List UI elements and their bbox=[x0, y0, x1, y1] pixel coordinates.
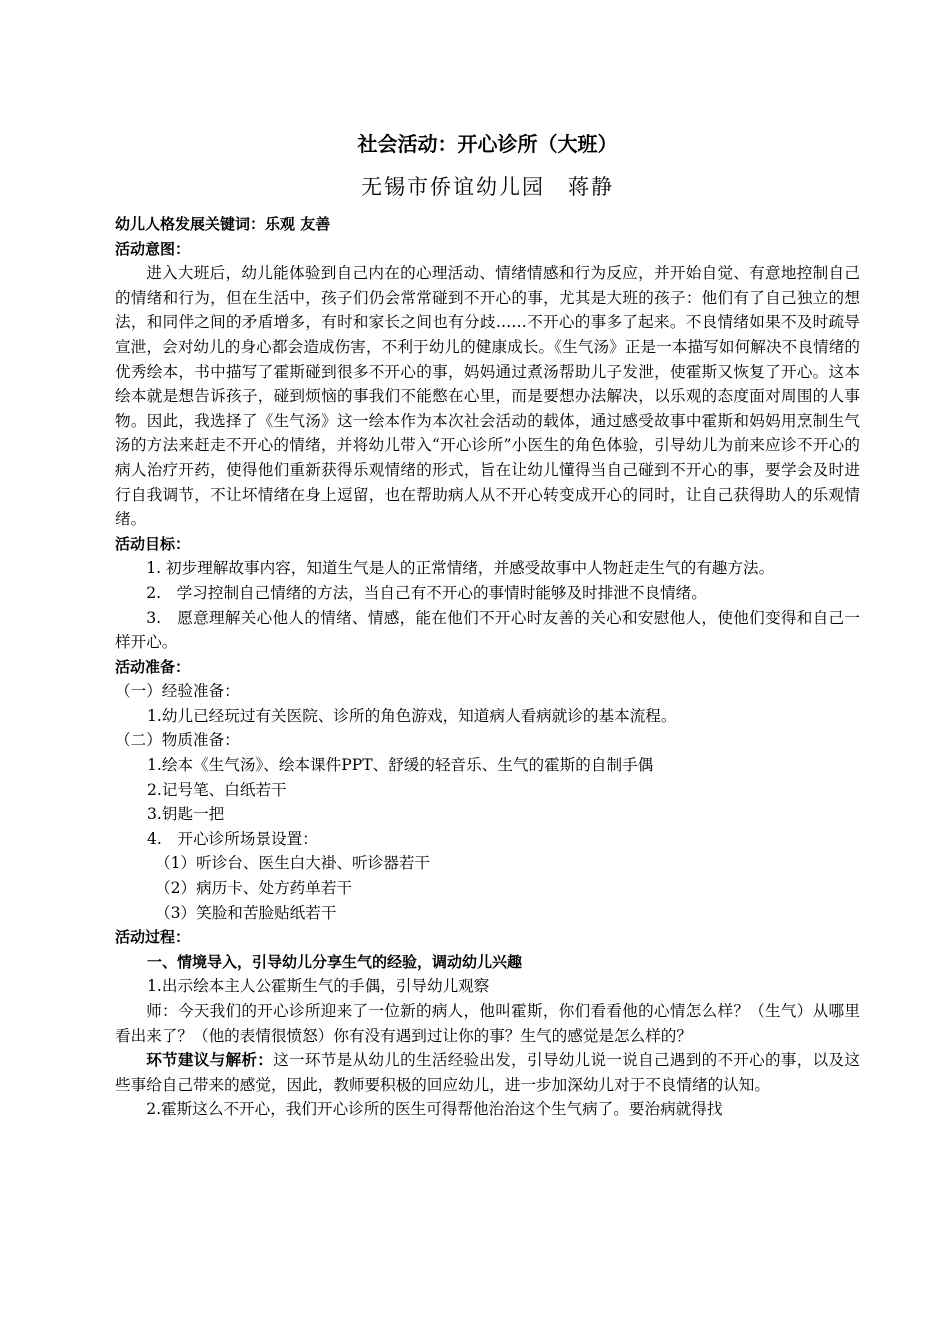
goal-item: 1. 初步理解故事内容，知道生气是人的正常情绪，并感受故事中人物赶走生气的有趣方法。 bbox=[146, 559, 775, 578]
document-title: 社会活动：开心诊所（大班） bbox=[357, 132, 618, 156]
scene-item: （3）笑脸和苦脸贴纸若干 bbox=[155, 903, 337, 922]
keywords-line: 幼儿人格发展关键词：乐观 友善 bbox=[115, 215, 331, 233]
prep-heading: 活动准备： bbox=[115, 657, 191, 676]
process-section-1: 一、情境导入，引导幼儿分享生气的经验，调动幼儿兴趣 bbox=[147, 952, 523, 971]
process-step-1: 1.出示绘本主人公霍斯生气的手偶，引导幼儿观察 bbox=[147, 977, 490, 996]
scene-item: （1）听诊台、医生白大褂、听诊器若干 bbox=[155, 854, 431, 873]
goal-item: 3. 愿意理解关心他人的情绪、情感，能在他们不开心时友善的关心和安慰他人，使他们变得和自己一样开心。 bbox=[115, 608, 860, 652]
prep-material-item: 3.钥匙一把 bbox=[147, 805, 225, 824]
goals-heading: 活动目标： bbox=[115, 534, 191, 553]
advice-paragraph bbox=[115, 1048, 860, 1097]
prep-material-label: （二）物质准备： bbox=[115, 731, 240, 750]
scene-item: （2）病历卡、处方药单若干 bbox=[155, 879, 353, 898]
process-heading: 活动过程： bbox=[115, 928, 191, 947]
document-subtitle: 无锡市侨谊幼儿园 蒋静 bbox=[361, 175, 614, 199]
advice-text: 这一环节是从幼儿的生活经验出发，引导幼儿说一说自己遇到的不开心的事，以及这些事给自己带来的感觉，因此，教师要积极的回应幼儿，进一步加深幼儿对于不良情绪的认知。 bbox=[115, 1051, 860, 1094]
prep-material-item: 1.绘本《生气汤》、绘本课件PPT、舒缓的轻音乐、生气的霍斯的自制手偶 bbox=[147, 756, 654, 775]
advice-label: 环节建议与解析： bbox=[146, 1051, 274, 1070]
teacher-dialogue: 师：今天我们的开心诊所迎来了一位新的病人，他叫霍斯，你们看看他的心情怎么样？（生气）从哪里看出来了？（他的表情很愤怒）你有没有遇到过让你的事？生气的感觉是怎么样的？ bbox=[115, 1002, 860, 1045]
prep-material-item: 4. 开心诊所场景设置： bbox=[147, 829, 318, 848]
prep-experience-item: 1.幼儿已经玩过有关医院、诊所的角色游戏，知道病人看病就诊的基本流程。 bbox=[147, 706, 677, 725]
prep-experience-label: （一）经验准备： bbox=[115, 682, 240, 701]
document-page bbox=[115, 128, 860, 1122]
goal-item: 2. 学习控制自己情绪的方法，当自己有不开心的事情时能够及时排泄不良情绪。 bbox=[146, 583, 707, 602]
prep-material-item: 2.记号笔、白纸若干 bbox=[147, 780, 287, 799]
process-step-2: 2.霍斯这么不开心，我们开心诊所的医生可得帮他治治这个生气病了。要治病就得找 bbox=[146, 1100, 723, 1119]
intent-paragraph: 进入大班后，幼儿能体验到自己内在的心理活动、情绪情感和行为反应，并开始自觉、有意地控制自己的情绪和行为，但在生活中，孩子们仍会常常碰到不开心的事，尤其是大班的孩子：他们有了自己独立的想法，和同伴之间的矛盾增多，有时和家长之间也有分歧……不开心的事多了起来。不良情绪如果不及时疏导宣泄，会对幼儿的身心都会造成伤害，不利于幼儿的健康成长。《生气汤》正是一本描写如何解决不良情绪的优秀绘本，书中描写了霍斯碰到很多不开心的事，妈妈通过煮汤帮助儿子发泄，使霍斯又恢复了开心。这本绘本就是想告诉孩子，碰到烦恼的事我们不能憋在心里，而是要想办法解决，以乐观的态度面对周围的人事物。因此，我选择了《生气汤》这一绘本作为本次社会活动的载体，通过感受故事中霍斯和妈妈用烹制生气汤的方法来赶走不开心的情绪，并将幼儿带入“开心诊所”小医生的角色体验，引导幼儿为前来应诊不开心的病人治疗开药，使得他们重新获得乐观情绪的形式，旨在让幼儿懂得当自己碰到不开心的事，要学会及时进行自我调节，不让坏情绪在身上逗留，也在帮助病人从不开心转变成开心的同时，让自己获得助人的乐观情绪。 bbox=[115, 264, 860, 529]
intent-heading: 活动意图： bbox=[115, 239, 191, 258]
